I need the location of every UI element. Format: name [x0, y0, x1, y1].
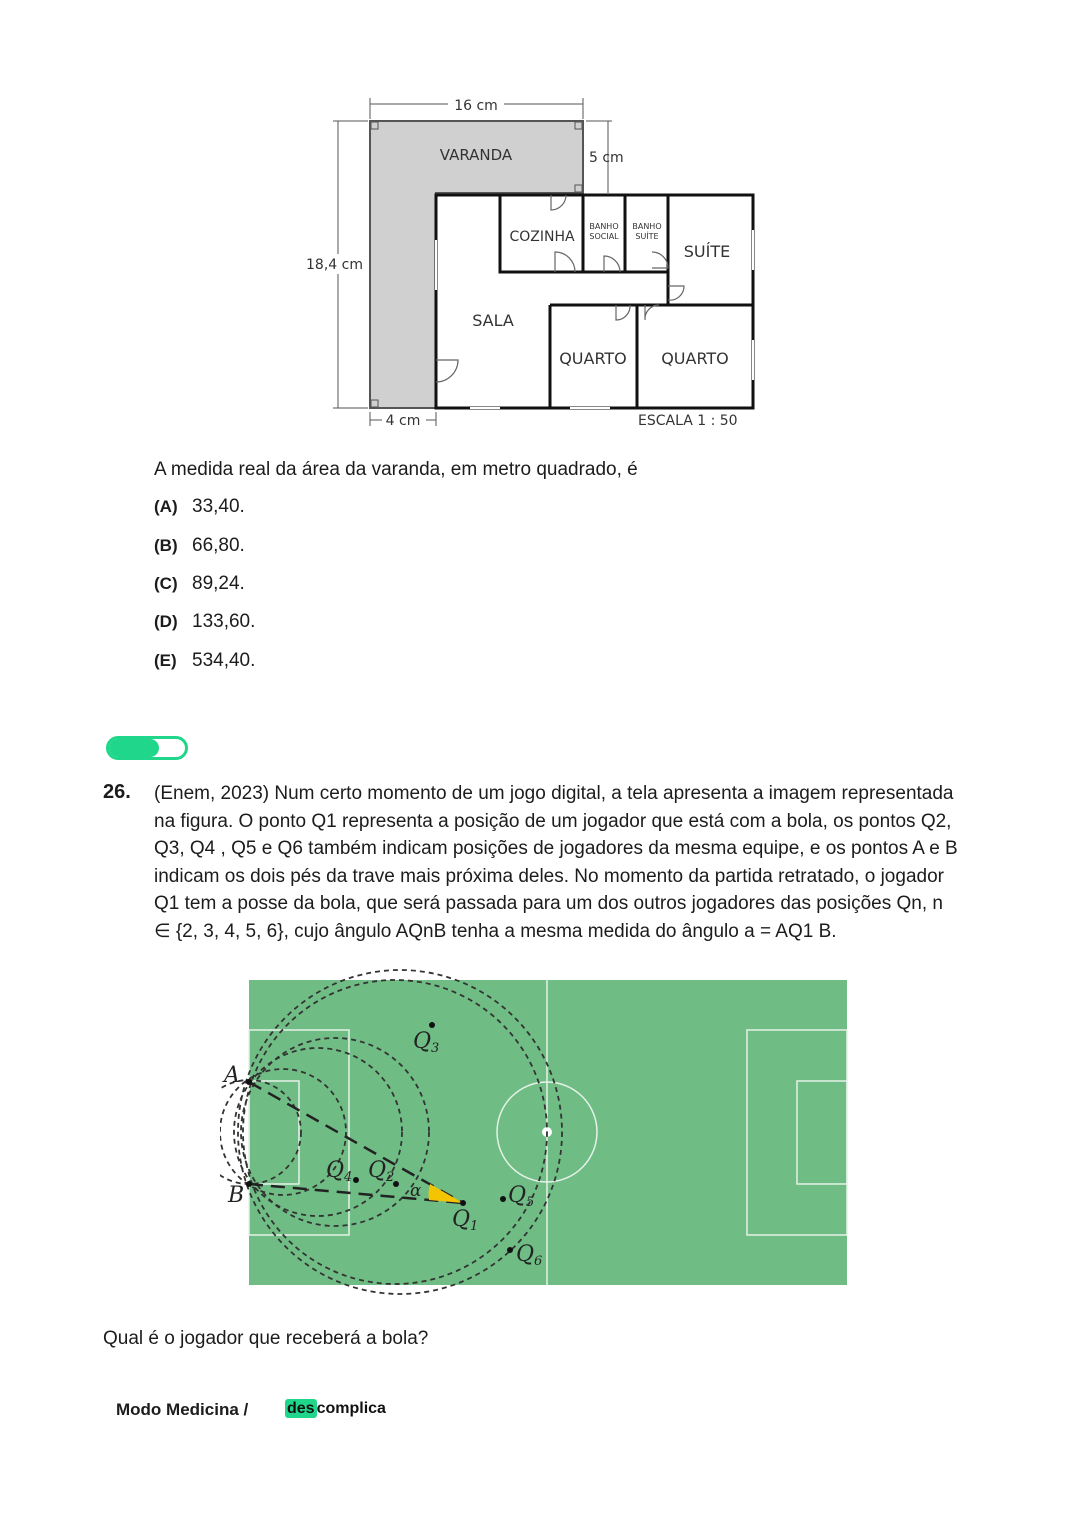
room-quarto-2: QUARTO — [661, 349, 729, 368]
dim-bottom-label: 4 cm — [385, 413, 421, 429]
progress-toggle[interactable] — [106, 736, 188, 760]
question-26-text — [154, 780, 984, 945]
logo-rest: complica — [316, 1400, 386, 1417]
point-a-label: A — [224, 1063, 240, 1088]
q26-line-1: (Enem, 2023) Num certo momento de um jogo digital, a tela apresenta a imagem representada — [154, 783, 954, 804]
soccer-field-figure — [220, 960, 860, 1300]
room-varanda: VARANDA — [439, 146, 513, 164]
q26-line-5: Q1 tem a posse da bola, que será passada para um dos outros jogadores das posições Qn, n — [154, 893, 943, 914]
option-c[interactable]: (C) 89,24. — [154, 573, 245, 594]
room-banho-social-2: SOCIAL — [589, 232, 619, 241]
q26-line-6: ∈ {2, 3, 4, 5, 6}, cujo ângulo AQnB tenha a mesma medida do ângulo a = AQ1 B. — [154, 920, 837, 942]
point-q6-label: Q6 — [516, 1242, 543, 1269]
question-26-number: 26. — [103, 781, 131, 803]
floor-plan-figure — [300, 90, 770, 435]
option-b[interactable]: (B) 66,80. — [154, 535, 245, 556]
room-sala: SALA — [472, 311, 514, 330]
option-a[interactable]: (A) 33,40. — [154, 496, 245, 517]
footer-brand: Modo Medicina / — [116, 1400, 249, 1419]
q26-line-2: na figura. O ponto Q1 representa a posição de um jogador que está com a bola, os pontos Q2, — [154, 810, 952, 832]
room-cozinha: COZINHA — [509, 229, 575, 245]
descomplica-logo[interactable] — [285, 1400, 386, 1418]
logo-des: des — [287, 1400, 315, 1417]
alpha-label: α — [410, 1181, 422, 1201]
room-quarto-1: QUARTO — [559, 349, 627, 368]
room-banho-suite-1: BANHO — [632, 222, 662, 231]
point-q4-label: Q4 — [326, 1158, 353, 1185]
point-q1-label: Q1 — [452, 1207, 479, 1234]
dim-left-label: 18,4 cm — [306, 257, 363, 273]
toggle-fill — [109, 739, 159, 757]
option-e[interactable]: (E) 534,40. — [154, 650, 256, 671]
q26-line-3: Q3, Q4 , Q5 e Q6 também indicam posições de jogadores da mesma equipe, e os pontos A e B — [154, 838, 958, 859]
dim-side-top-label: 5 cm — [589, 150, 624, 166]
point-q3-label: Q3 — [413, 1029, 440, 1056]
scale-label: ESCALA 1 : 50 — [638, 413, 738, 429]
question-25-prompt: A medida real da área da varanda, em metro quadrado, é — [154, 459, 638, 480]
room-suite: SUÍTE — [683, 242, 731, 261]
room-banho-suite-2: SUÍTE — [635, 232, 659, 241]
room-banho-social-1: BANHO — [589, 222, 619, 231]
point-q2-label: Q2 — [368, 1158, 395, 1185]
question-26-question: Qual é o jogador que receberá a bola? — [103, 1328, 429, 1349]
q26-line-4: indicam os dois pés da trave mais próxima deles. No momento da partida retratado, o jogador — [154, 865, 944, 887]
option-d[interactable]: (D) 133,60. — [154, 611, 256, 632]
point-b-label: B — [228, 1183, 245, 1208]
point-q5-label: Q5 — [508, 1183, 535, 1210]
dim-top-label: 16 cm — [454, 98, 498, 114]
